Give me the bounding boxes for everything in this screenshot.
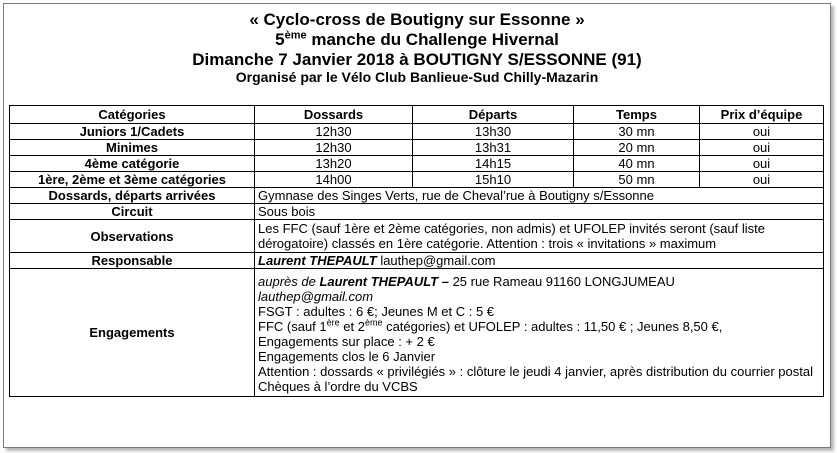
engagements-value [255,269,824,397]
category-cell: Minimes [10,140,255,156]
responsable-email: lauthep@gmail.com [380,253,496,268]
engagements-row [10,269,824,397]
column-header: Temps [574,106,700,124]
schedule-table [9,105,824,397]
prix-cell: oui [700,124,824,140]
circuit-value: Sous bois [255,204,824,220]
prix-cell: oui [700,172,824,188]
dossards-cell: 12h30 [255,124,413,140]
temps-cell: 20 mn [574,140,700,156]
temps-cell: 40 mn [574,156,700,172]
event-title: « Cyclo-cross de Boutigny sur Essonne » [249,10,585,29]
round-suffix: ème [284,29,307,42]
eng-address: 25 rue Rameau 91160 LONGJUMEAU [448,274,675,289]
observations-row [10,220,824,253]
responsable-row [10,253,824,269]
column-header: Catégories [10,106,255,124]
eng-ffc-sup: ème [364,317,383,328]
table-row [10,156,824,172]
observations-label: Observations [10,220,255,253]
table-row [10,140,824,156]
category-cell: Juniors 1/Cadets [10,124,255,140]
eng-contact-line [258,274,820,289]
event-round [4,29,830,50]
category-cell: 4ème catégorie [10,156,255,172]
circuit-row [10,204,824,220]
eng-surplace: Engagements sur place : + 2 € [258,334,435,349]
document-header [4,4,830,86]
column-header: Dossards [255,106,413,124]
event-organizer: Organisé par le Vélo Club Banlieue-Sud Chilly-Mazarin [235,69,599,85]
temps-cell: 30 mn [574,124,700,140]
eng-attention: Attention : dossards « privilégiés » : clôture le jeudi 4 janvier, après distribution du courrier postal [258,364,813,379]
eng-ffc [258,319,820,334]
round-text: manche du Challenge Hivernal [306,30,559,49]
eng-cheques: Chèques à l’ordre du VCBS [258,379,418,394]
document-frame [3,3,831,448]
departs-cell: 14h15 [413,156,574,172]
dossards-location-label: Dossards, départs arrivées [10,188,255,204]
table-header-row [10,106,824,124]
departs-cell: 13h30 [413,124,574,140]
circuit-label: Circuit [10,204,255,220]
temps-cell: 50 mn [574,172,700,188]
eng-email-text: lauthep@gmail.com [258,289,374,304]
eng-name: Laurent THEPAULT – [319,274,449,289]
dossards-location-value: Gymnase des Singes Verts, rue de Cheval’rue à Boutigny s/Essonne [255,188,824,204]
departs-cell: 13h31 [413,140,574,156]
eng-ffc-part: et 2 [339,319,365,334]
table-row [10,172,824,188]
column-header: Prix d’équipe [700,106,824,124]
prix-cell: oui [700,140,824,156]
column-header: Départs [413,106,574,124]
category-cell: 1ère, 2ème et 3ème catégories [10,172,255,188]
eng-ffc-sup: ère [326,317,340,328]
dossards-location-row [10,188,824,204]
table-row [10,124,824,140]
eng-prefix: auprès de [258,274,320,289]
prix-cell: oui [700,156,824,172]
dossards-cell: 13h20 [255,156,413,172]
responsable-value [255,253,824,269]
dossards-cell: 14h00 [255,172,413,188]
eng-email [258,289,820,304]
eng-ffc-part: FFC (sauf 1 [258,319,327,334]
event-date: Dimanche 7 Janvier 2018 à BOUTIGNY S/ESSONNE (91) [192,50,642,69]
eng-fsgt: FSGT : adultes : 6 €; Jeunes M et C : 5 € [258,304,495,319]
engagements-label: Engagements [10,269,255,397]
responsable-name: Laurent THEPAULT [258,253,377,268]
responsable-label: Responsable [10,253,255,269]
observations-value: Les FFC (sauf 1ère et 2ème catégories, non admis) et UFOLEP invités seront (sauf liste dérogatoire) classés en 1ère catégorie. Attention : trois « invitations » maximum [255,220,824,253]
dossards-cell: 12h30 [255,140,413,156]
eng-clos: Engagements clos le 6 Janvier [258,349,436,364]
eng-ffc-part: catégories) et UFOLEP : adultes : 11,50 € ; Jeunes 8,50 €, [382,319,723,334]
departs-cell: 15h10 [413,172,574,188]
round-number: 5 [275,30,285,49]
